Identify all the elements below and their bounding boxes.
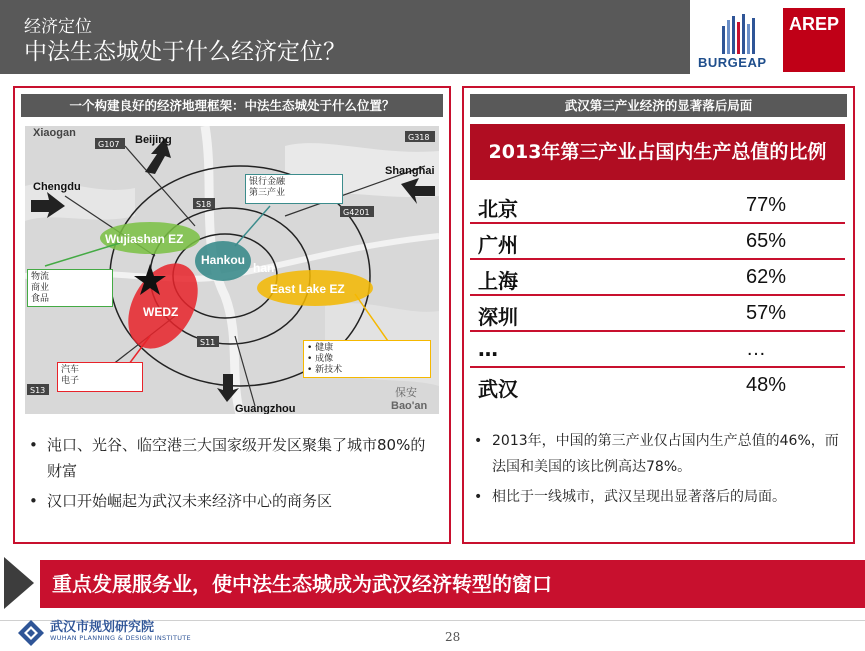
table-row [470, 370, 845, 404]
table-row [470, 262, 845, 296]
east-lake-label: East Lake EZ [270, 282, 345, 296]
beijing-label: Beijing [135, 134, 172, 146]
wedz-label: WEDZ [143, 305, 179, 319]
auto-callout: 汽车 电子 [57, 362, 143, 392]
arep-logo [783, 8, 845, 72]
value-cell: 62% [746, 266, 787, 288]
value-cell: … [746, 338, 766, 360]
city-cell: 广州 [478, 233, 518, 257]
road-label-g4201: G4201 [343, 208, 370, 217]
city-cell: 上海 [478, 269, 518, 293]
list-item: • 相比于一线城市，武汉呈现出显著落后的局面。 [464, 484, 849, 510]
city-cell: … [478, 337, 498, 361]
list-item: • 汉口开始崛起为武汉未来经济中心的商务区 [19, 488, 437, 514]
wuhan-economic-map [25, 126, 439, 414]
road-label-s11: S11 [200, 338, 216, 347]
table-row [470, 334, 845, 368]
left-bullet-list [19, 432, 437, 514]
value-cell: 65% [746, 230, 787, 252]
left-panel-heading: 一个构建良好的经济地理框架：中法生态城处于什么位置？ [21, 94, 443, 117]
burgeap-logo-icon [718, 12, 762, 56]
arep-logo-text: AREP [788, 14, 839, 34]
guangzhou-label: Guangzhou [235, 403, 296, 414]
section-label: 经济定位 [24, 17, 92, 37]
burgeap-logo-text: BURGEAP [698, 55, 767, 70]
page-title: 中法生态城处于什么经济定位？ [24, 39, 346, 65]
right-bullet-list [464, 428, 849, 510]
left-panel [13, 86, 451, 544]
table-row [470, 190, 845, 224]
road-label-s18: S18 [196, 200, 212, 209]
banner-text: 重点发展服务业，使中法生态城成为武汉经济转型的窗口 [52, 572, 552, 596]
right-panel [462, 86, 855, 544]
value-cell: 77% [746, 194, 787, 216]
table-row [470, 226, 845, 260]
city-cell: 深圳 [478, 305, 518, 329]
banner-arrow-icon [4, 557, 34, 609]
institute-name: 武汉市规划研究院 [50, 620, 155, 635]
city-cell: 北京 [478, 197, 518, 221]
finance-callout: 银行金融 第三产业 [245, 174, 343, 204]
list-item: • 2013年，中国的第三产业仅占国内生产总值的46%，而法国和美国的该比例高达78%。 [464, 428, 849, 480]
right-panel-heading: 武汉第三产业经济的显著落后局面 [470, 94, 847, 117]
value-cell: 57% [746, 302, 787, 324]
hankou-label: Hankou [201, 253, 246, 267]
road-label-g107: G107 [98, 140, 120, 149]
logistics-callout: 物流 商业 食品 [27, 269, 113, 307]
city-cell: 武汉 [478, 377, 518, 401]
road-label-s13: S13 [30, 386, 46, 395]
institute-name-en: WUHAN PLANNING & DESIGN INSTITUTE [50, 634, 191, 642]
tech-callout: • 健康 • 成像 • 新技术 [303, 340, 431, 378]
xiaogan-label: Xiaogan [33, 127, 76, 139]
baoan-cn-label: 保安 [395, 387, 417, 399]
wujiashan-label: Wujiashan EZ [105, 232, 184, 246]
institute-logo-icon [16, 618, 46, 648]
shanghai-label: Shanghai [385, 165, 435, 177]
list-item: • 沌口、光谷、临空港三大国家级开发区聚集了城市80%的财富 [19, 432, 437, 484]
gdp-share-table [470, 124, 845, 404]
table-row [470, 298, 845, 332]
table-title: 2013年第三产业占国内生产总值的比例 [470, 124, 845, 180]
baoan-label: Bao'an [391, 400, 428, 412]
chengdu-label: Chengdu [33, 181, 81, 193]
han-partial-label: han [253, 261, 275, 275]
value-cell: 48% [746, 374, 787, 396]
page-number: 28 [445, 630, 461, 644]
road-label-g318: G318 [408, 133, 430, 142]
conclusion-banner [40, 560, 865, 608]
